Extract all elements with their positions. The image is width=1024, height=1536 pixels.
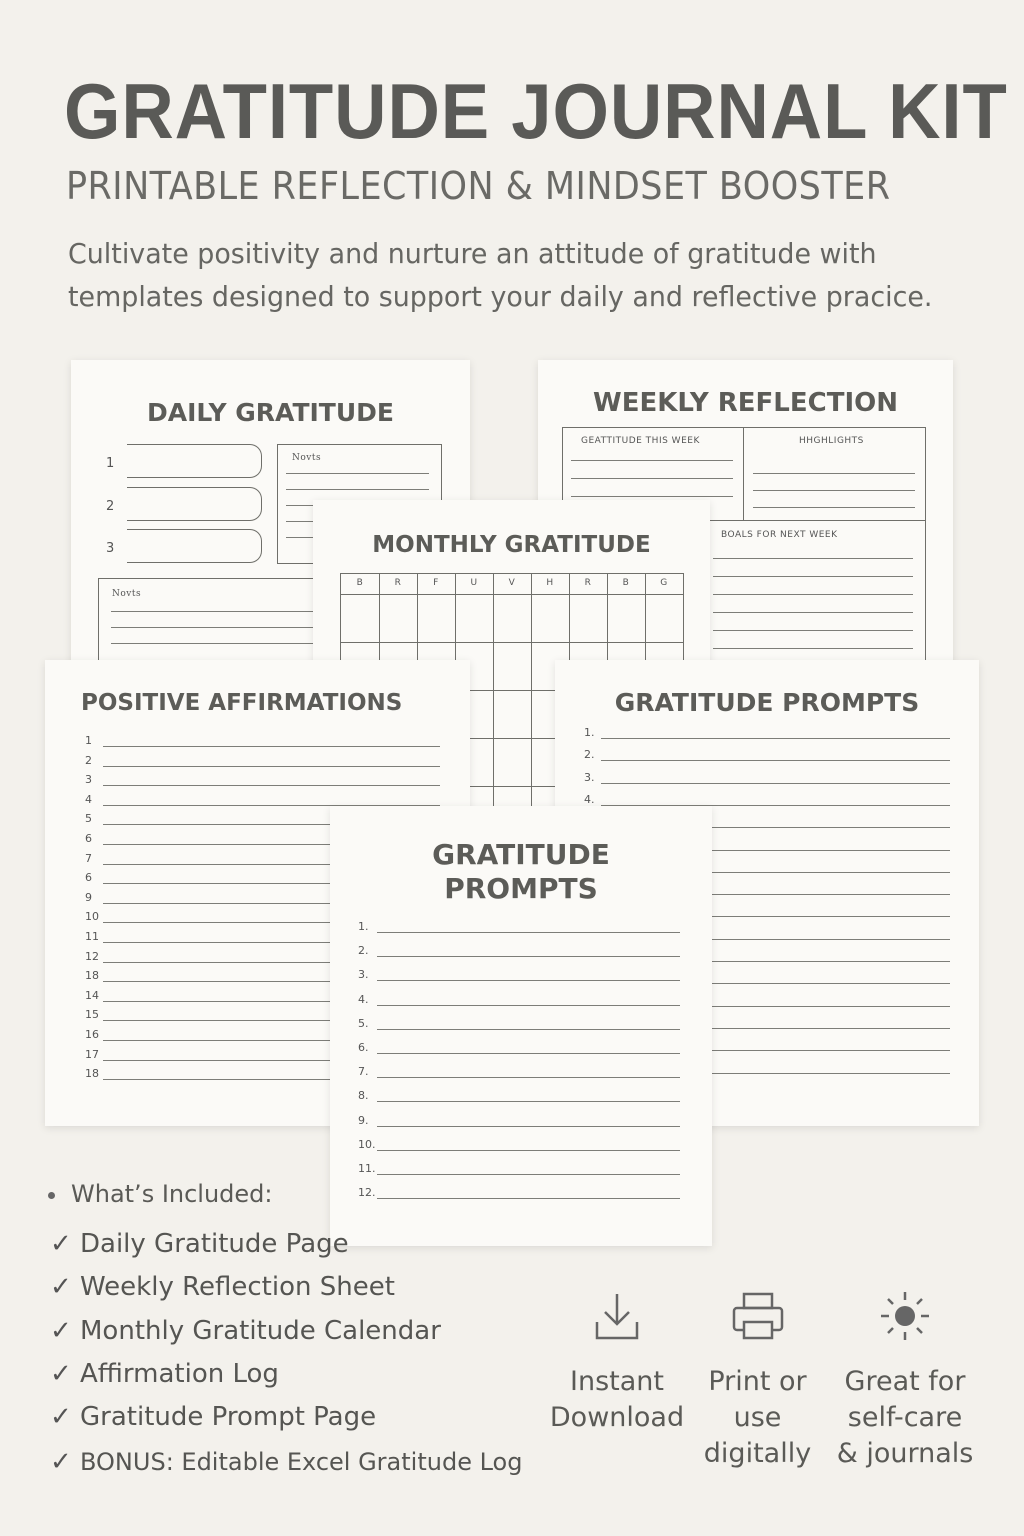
list-number: 3. <box>584 770 595 784</box>
list-number: 6 <box>85 871 92 885</box>
writing-line <box>103 746 440 747</box>
gratitude-prompts-front-page <box>330 806 712 1246</box>
included-item-label: Affirmation Log <box>80 1359 279 1389</box>
writing-line <box>377 980 680 981</box>
writing-line <box>377 1005 680 1006</box>
list-number: 15 <box>85 1008 99 1022</box>
included-item <box>50 1316 441 1346</box>
daily-num-3: 3 <box>106 541 115 556</box>
list-number: 12 <box>85 949 99 963</box>
checkmark-icon: ✓ <box>50 1359 72 1389</box>
feature-download-line-1: Instant <box>570 1366 664 1397</box>
writing-line <box>377 1126 680 1127</box>
list-number: 3 <box>85 773 92 787</box>
writing-line <box>377 1101 680 1102</box>
prompts-back-title: GRATITUDE PROMPTS <box>614 688 920 717</box>
weekly-col2-label: HHGHLIGHTS <box>799 436 864 446</box>
description: Cultivate positivity and nurture an attitude of gratitude with templates designed to support your daily and reflective pracice. <box>68 237 933 313</box>
list-number: 10. <box>358 1137 376 1151</box>
calendar-day-label: V <box>508 578 516 588</box>
list-number: 7. <box>358 1065 369 1079</box>
list-number: 18 <box>85 1067 99 1081</box>
calendar-row-line <box>341 642 683 643</box>
feature-download-line-2: Download <box>549 1402 685 1433</box>
sun-icon <box>877 1290 933 1342</box>
calendar-day-label: R <box>584 578 592 588</box>
checkmark-icon: ✓ <box>50 1316 72 1346</box>
checkmark-icon: ✓ <box>50 1447 72 1477</box>
bullet-icon <box>48 1192 55 1199</box>
included-item-label: Gratitude Prompt Page <box>80 1402 377 1432</box>
writing-line <box>601 738 950 739</box>
page-title: GRATITUDE JOURNAL KIT <box>64 67 1008 155</box>
list-number: 17 <box>85 1047 99 1061</box>
writing-line <box>601 760 950 761</box>
list-number: 5 <box>85 812 92 826</box>
monthly-title: MONTHLY GRATITUDE <box>372 532 651 558</box>
list-number: 11 <box>85 930 99 943</box>
prompts-front-title-1: GRATITUDE <box>432 838 610 871</box>
included-item-label: BONUS: Editable Excel Gratitude Log <box>80 1448 523 1476</box>
calendar-day-label: F <box>433 578 439 588</box>
list-number: 4. <box>358 992 369 1006</box>
calendar-column-line <box>493 574 494 814</box>
list-number: 9. <box>358 1113 369 1127</box>
download-icon <box>593 1290 641 1342</box>
included-item <box>50 1229 349 1259</box>
writing-line <box>103 766 440 767</box>
feature-print-line-3: digitally <box>703 1438 812 1469</box>
included-item-label: Monthly Gratitude Calendar <box>80 1316 441 1346</box>
included-item-label: Weekly Reflection Sheet <box>80 1272 395 1302</box>
feature-print-line-2: use <box>733 1402 782 1433</box>
list-number: 5. <box>358 1016 369 1030</box>
daily-notes-label-top: Novts <box>292 453 322 463</box>
feature-download <box>542 1290 692 1436</box>
daily-num-2: 2 <box>106 499 115 514</box>
daily-notes-label-bottom: Novts <box>112 589 142 599</box>
weekly-goals-label: BOALS FOR NEXT WEEK <box>721 530 838 540</box>
included-item <box>50 1447 522 1477</box>
affirmations-title: POSITIVE AFFIRMATIONS <box>81 690 403 716</box>
list-number: 10 <box>85 910 99 924</box>
list-number: 14 <box>85 988 99 1002</box>
included-item <box>50 1272 395 1302</box>
list-number: 11. <box>358 1162 376 1175</box>
list-number: 18 <box>85 969 99 983</box>
included-item <box>50 1402 376 1432</box>
included-heading-text: What’s Included: <box>71 1180 273 1208</box>
included-heading <box>48 1180 273 1208</box>
writing-line <box>377 1077 680 1078</box>
daily-entry-box-2 <box>127 487 262 521</box>
daily-num-1: 1 <box>106 456 115 471</box>
included-item <box>50 1359 279 1389</box>
weekly-title: WEEKLY REFLECTION <box>593 388 898 418</box>
list-number: 7 <box>85 851 92 865</box>
calendar-day-label: G <box>660 578 668 588</box>
calendar-row-line <box>341 594 683 595</box>
checkmark-icon: ✓ <box>50 1402 72 1432</box>
list-number: 4 <box>85 792 92 806</box>
list-number: 1. <box>584 726 595 739</box>
prompts-front-title-2: PROMPTS <box>444 872 598 905</box>
feature-selfcare <box>830 1290 980 1472</box>
writing-line <box>377 1053 680 1054</box>
list-number: 2 <box>85 753 92 767</box>
daily-entry-box-1 <box>127 444 262 478</box>
checkmark-icon: ✓ <box>50 1229 72 1259</box>
feature-selfcare-line-2: self-care <box>847 1402 963 1433</box>
list-number: 12. <box>358 1186 376 1200</box>
calendar-day-label: B <box>622 578 630 588</box>
list-number: 1 <box>85 734 92 747</box>
feature-selfcare-line-3: & journals <box>836 1438 974 1469</box>
weekly-col1-label: GEATTITUDE THIS WEEK <box>581 436 700 446</box>
list-number: 6. <box>358 1041 369 1054</box>
list-number: 16 <box>85 1028 99 1041</box>
list-number: 3. <box>358 968 369 982</box>
feature-print-line-1: Print or <box>708 1366 807 1397</box>
calendar-day-label: U <box>470 578 478 588</box>
writing-line <box>601 783 950 784</box>
list-number: 1. <box>358 920 369 933</box>
daily-entry-box-3 <box>127 529 262 563</box>
list-number: 2. <box>584 748 595 762</box>
daily-title: DAILY GRATITUDE <box>147 398 394 427</box>
checkmark-icon: ✓ <box>50 1272 72 1302</box>
calendar-day-label: B <box>356 578 364 588</box>
list-number: 9 <box>85 890 92 904</box>
writing-line <box>377 1198 680 1199</box>
calendar-column-line <box>531 574 532 814</box>
list-number: 2. <box>358 944 369 958</box>
page-subtitle: PRINTABLE REFLECTION & MINDSET BOOSTER <box>66 164 891 208</box>
writing-line <box>377 932 680 933</box>
writing-line <box>377 1174 680 1175</box>
calendar-day-label: R <box>394 578 402 588</box>
writing-line <box>103 785 440 786</box>
list-number: 4. <box>584 792 595 806</box>
writing-line <box>377 956 680 957</box>
printer-icon <box>730 1290 786 1342</box>
calendar-day-label: H <box>546 578 554 588</box>
writing-line <box>377 1029 680 1030</box>
list-number: 6 <box>85 832 92 845</box>
included-item-label: Daily Gratitude Page <box>80 1229 349 1259</box>
feature-print <box>690 1290 825 1472</box>
feature-selfcare-line-1: Great for <box>844 1366 966 1397</box>
writing-line <box>377 1150 680 1151</box>
list-number: 8. <box>358 1089 369 1103</box>
